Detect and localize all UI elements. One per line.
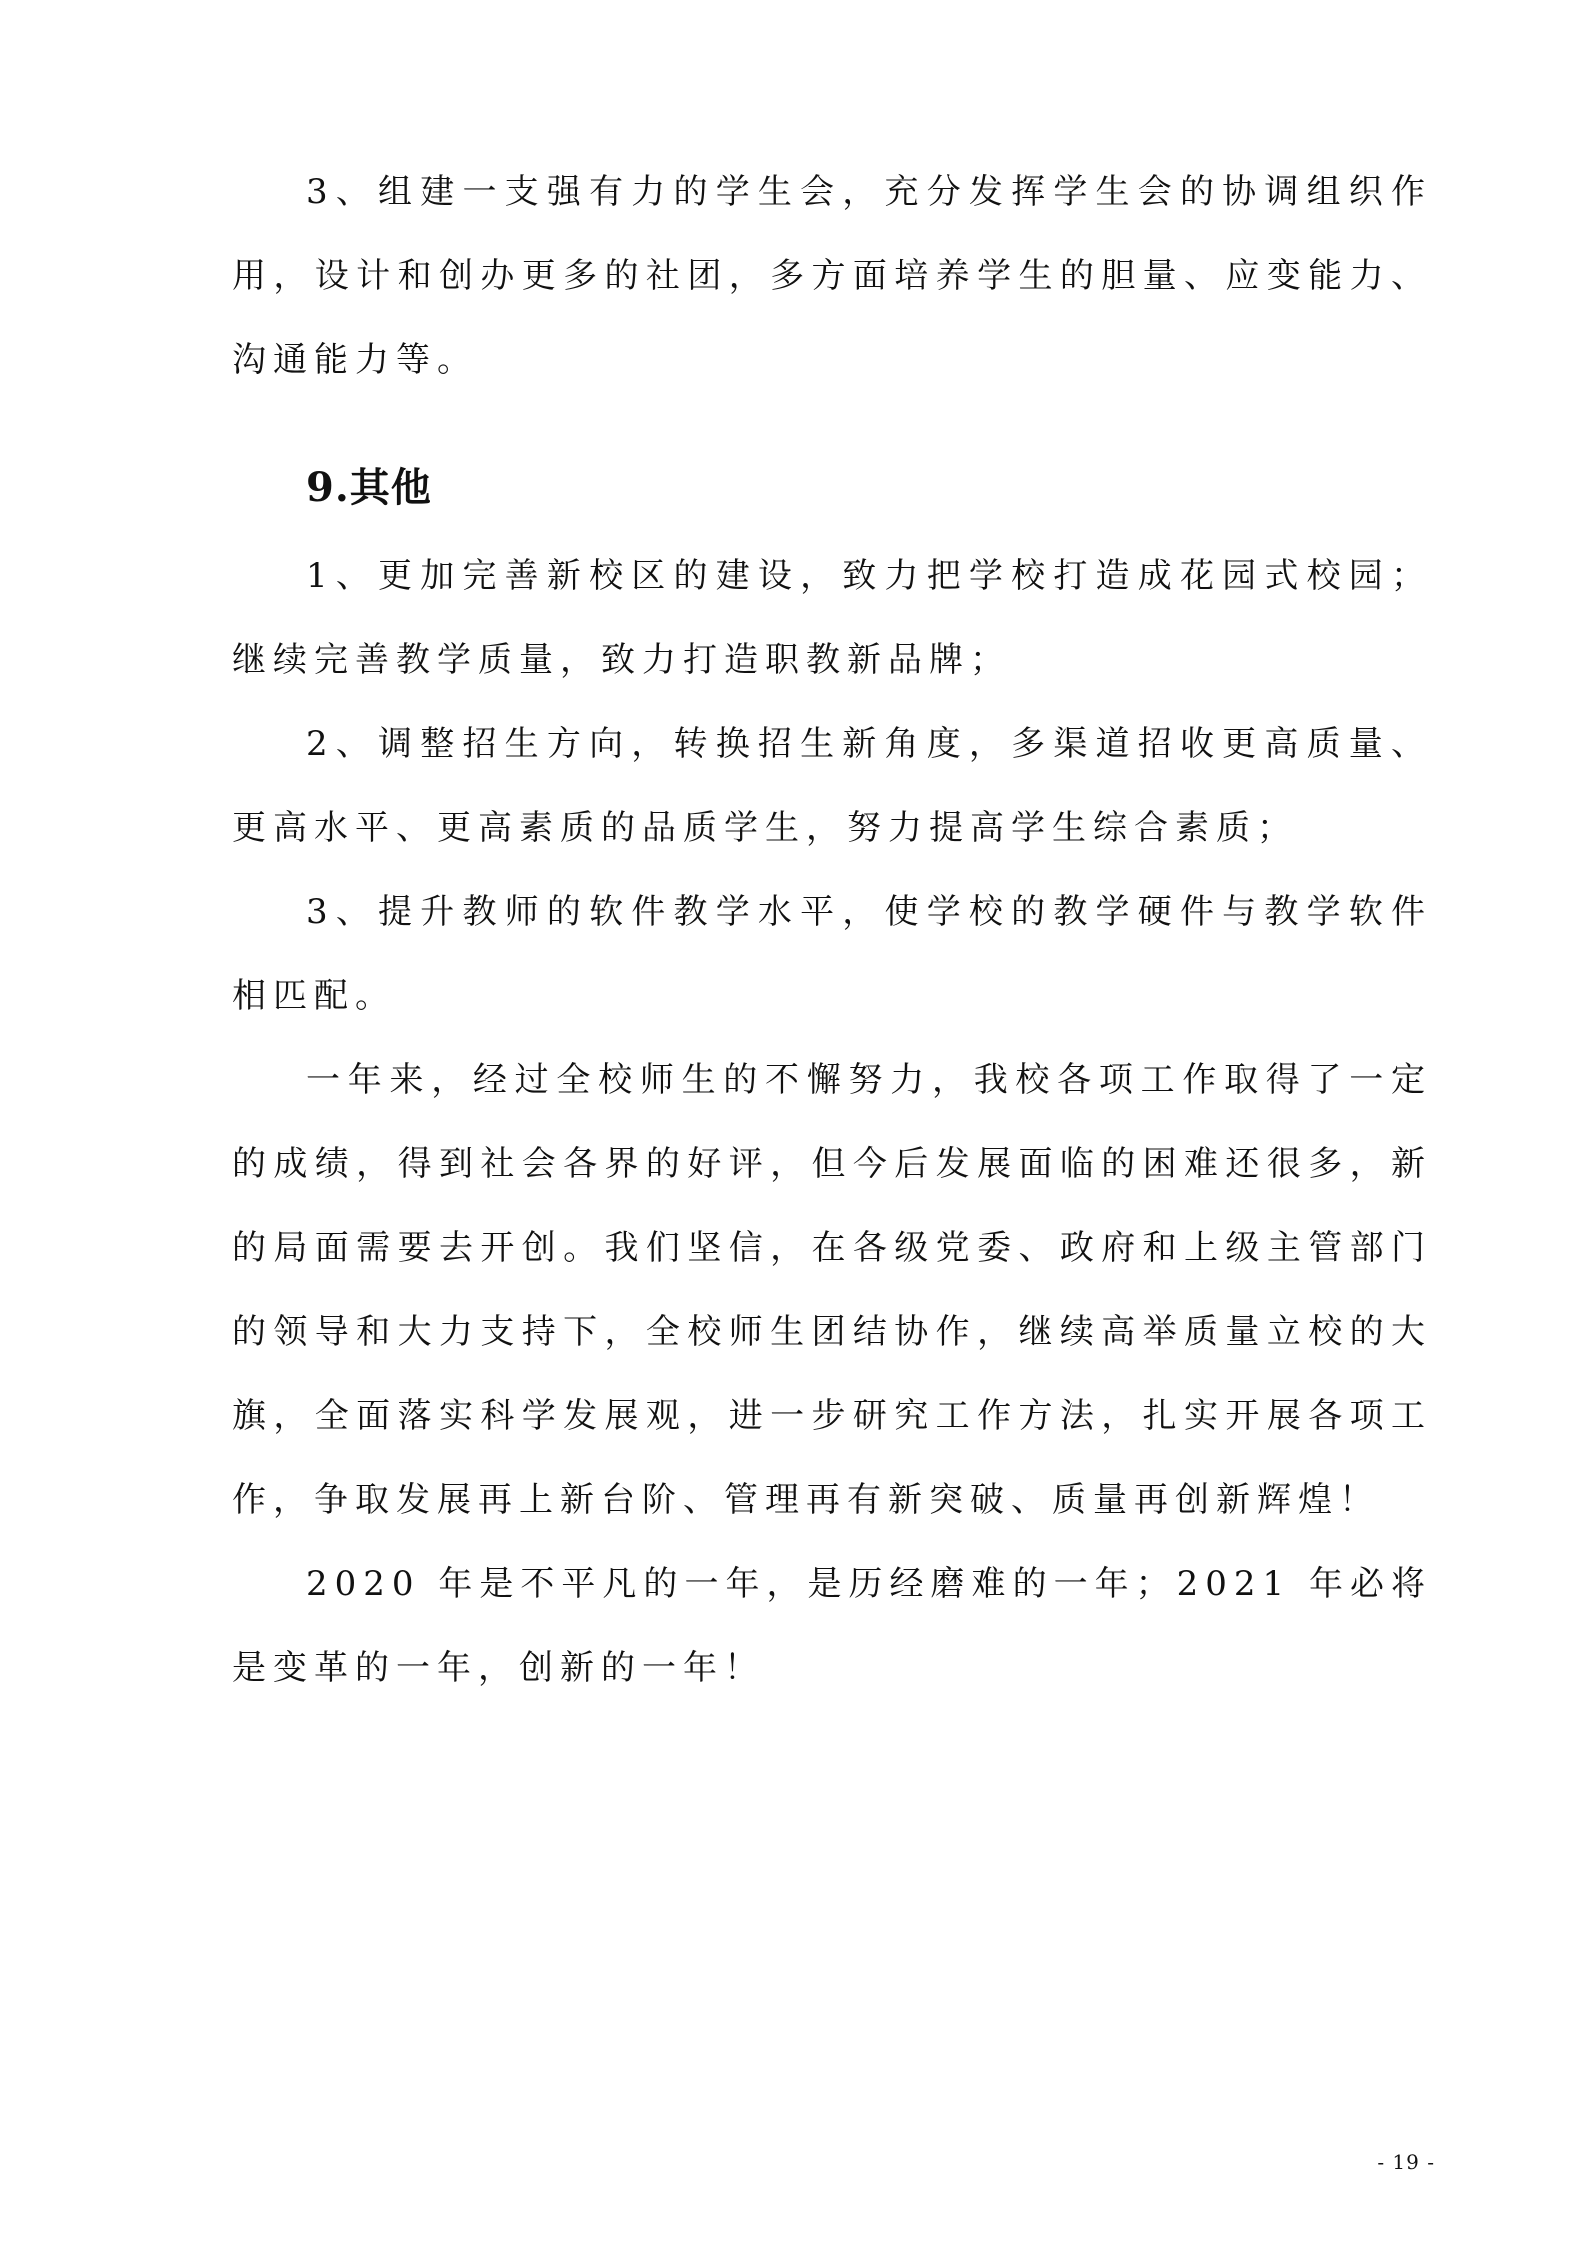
paragraph-conclusion: 一年来，经过全校师生的不懈努力，我校各项工作取得了一定的成绩，得到社会各界的好评，但今后发展面临的困难还很多，新的局面需要去开创。我们坚信，在各级党委、政府和上级主管部门的领导和大力支持下，全校师生团结协作，继续高举质量立校的大旗，全面落实科学发展观，进一步研究工作方法，扎实开展各项工作，争取发展再上新台阶、管理再有新突破、质量再创新辉煌！ (232, 1060, 1432, 1520)
section-heading-others: 9.其他 (306, 464, 432, 511)
list-item-teacher-software: 3、提升教师的软件教学水平，使学校的教学硬件与教学软件相匹配。 (232, 892, 1432, 1016)
list-item-enrollment: 2、调整招生方向，转换招生新角度，多渠道招收更高质量、更高水平、更高素质的品质学生，努力提高学生综合素质； (232, 724, 1432, 848)
document-body (232, 150, 1432, 1710)
page-number: - 19 - (1377, 2150, 1435, 2174)
list-item-campus-construction: 1、更加完善新校区的建设，致力把学校打造成花园式校园；继续完善教学质量，致力打造职教新品牌； (232, 556, 1432, 680)
paragraph-student-union: 3、组建一支强有力的学生会，充分发挥学生会的协调组织作用，设计和创办更多的社团，多方面培养学生的胆量、应变能力、沟通能力等。 (232, 172, 1432, 380)
paragraph-closing: 2020 年是不平凡的一年，是历经磨难的一年；2021 年必将是变革的一年，创新的一年！ (232, 1564, 1432, 1688)
